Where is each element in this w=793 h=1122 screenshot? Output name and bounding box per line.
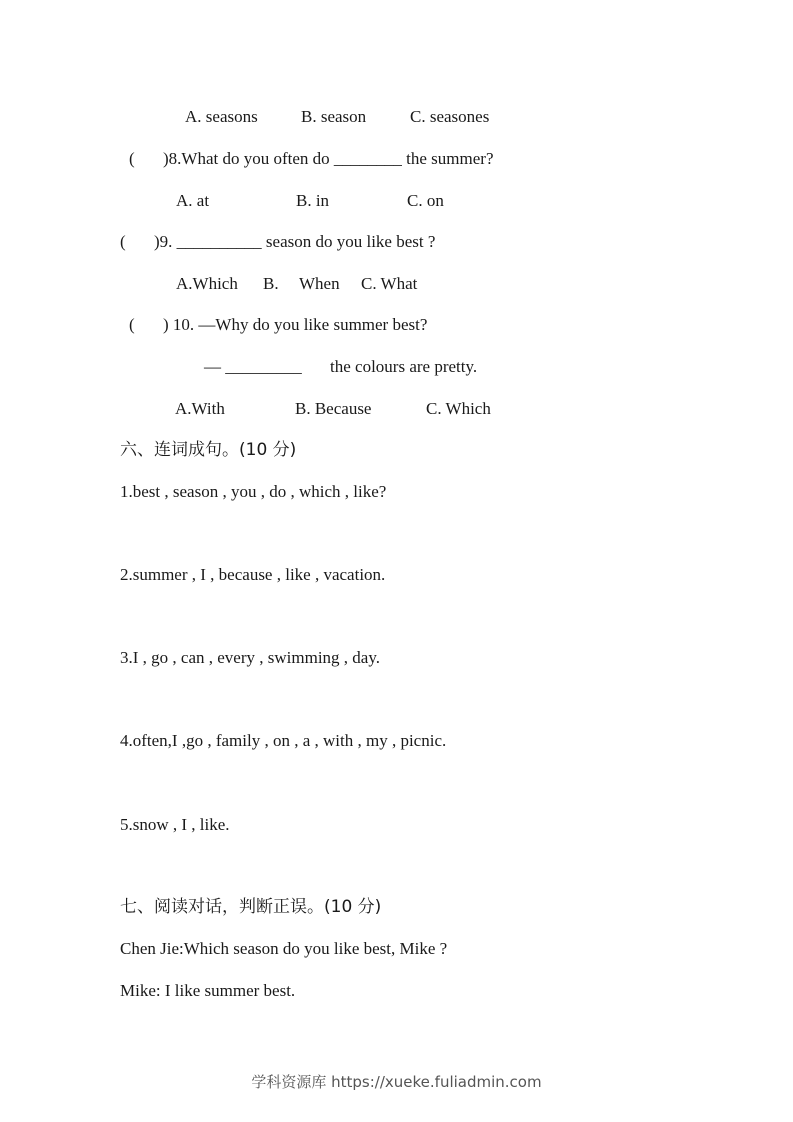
q10-option-b: B. Because <box>295 399 372 418</box>
section6-item-4: 4.often,I ,go , family , on , a , with , my , picnic. <box>120 731 447 750</box>
section6-heading: 六、连词成句。(10 分) <box>120 440 297 460</box>
q9-bracket: ( <box>120 232 126 251</box>
q9-text: )9. __________ season do you like best ? <box>154 232 436 251</box>
section7-dialogue-line-1: Chen Jie:Which season do you like best, Mike ? <box>120 939 448 958</box>
q8-option-c: C. on <box>407 191 444 210</box>
section6-item-3: 3.I , go , can , every , swimming , day. <box>120 648 380 667</box>
footer-watermark: 学科资源库 https://xueke.fuliadmin.com <box>251 1073 542 1091</box>
q10-option-c: C. Which <box>426 399 491 418</box>
q7-option-a: A. seasons <box>185 107 258 126</box>
section7-dialogue-line-2: Mike: I like summer best. <box>120 981 296 1000</box>
q10-answer-blank: — _________ <box>204 357 302 376</box>
q10-bracket: ( <box>129 315 135 334</box>
section6-item-1: 1.best , season , you , do , which , like? <box>120 482 387 501</box>
q9-option-c: C. What <box>361 274 418 293</box>
section6-item-5: 5.snow , I , like. <box>120 815 230 834</box>
q8-option-a: A. at <box>176 191 210 210</box>
q8-option-b: B. in <box>296 191 330 210</box>
section6-item-2: 2.summer , I , because , like , vacation. <box>120 565 386 584</box>
q9-option-b: B. <box>263 274 279 293</box>
section7-heading: 七、阅读对话，判断正误。(10 分) <box>120 897 382 917</box>
q8-text: )8.What do you often do ________ the summer? <box>163 149 494 168</box>
q10-text: ) 10. —Why do you like summer best? <box>163 315 428 334</box>
q9-option-b-text: When <box>299 274 340 293</box>
q10-answer-text: the colours are pretty. <box>330 357 478 376</box>
q10-option-a: A.With <box>175 399 225 418</box>
q7-option-c: C. seasones <box>410 107 490 126</box>
q7-option-b: B. season <box>301 107 367 126</box>
q9-option-a: A.Which <box>176 274 238 293</box>
q8-bracket: ( <box>129 149 135 168</box>
